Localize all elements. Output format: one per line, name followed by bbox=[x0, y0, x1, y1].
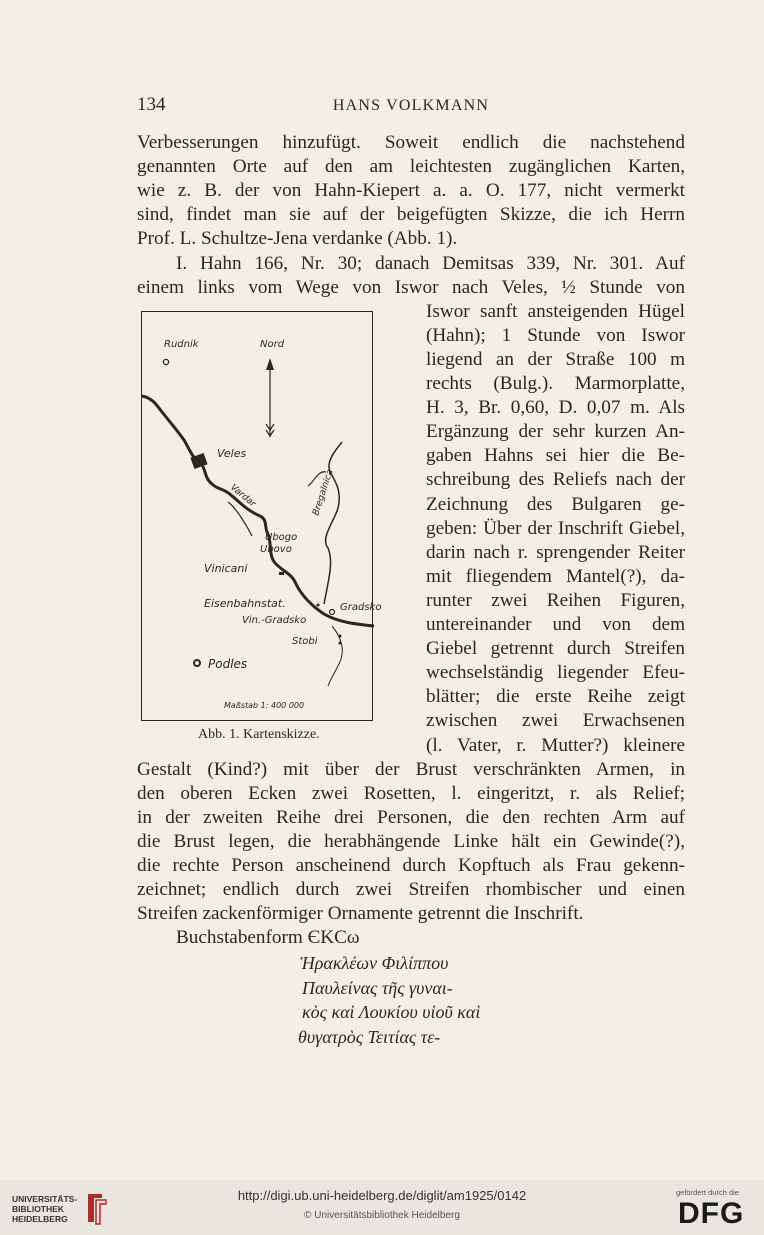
figure-caption: Abb. 1. Kartenskizze. bbox=[198, 727, 320, 742]
text-line: Giebel getrennt durch Streifen bbox=[426, 638, 685, 660]
text-line: runter zwei Reihen Figuren, bbox=[426, 589, 685, 611]
text-line: (Hahn); 1 Stunde von Iswor bbox=[426, 324, 685, 346]
running-title: HANS VOLKMANN bbox=[332, 97, 490, 114]
dfg-logo: DFG bbox=[678, 1197, 745, 1230]
station-marker bbox=[317, 604, 320, 607]
text-line: zeichnet; endlich durch zwei Streifen rhombischer und einen bbox=[137, 879, 685, 901]
text-line: Verbesserungen hinzufügt. Soweit endlich die nachstehend bbox=[137, 132, 685, 153]
gradsko-marker bbox=[330, 610, 335, 615]
footer-bar bbox=[0, 1180, 764, 1235]
text-line: darin nach r. sprengender Reiter bbox=[426, 541, 685, 563]
label-vin-gradsko: Vin.-Gradsko bbox=[242, 615, 307, 626]
greek-inscription-line: θυγατρὸς Τειτίας τε- bbox=[298, 1026, 441, 1047]
text-line: mit fliegendem Mantel(?), da- bbox=[426, 565, 685, 587]
text-line: untereinander und von dem bbox=[426, 614, 685, 635]
funded-by-label: gefördert durch die bbox=[676, 1188, 739, 1197]
text-line: rechts (Bulg.). Marmorplatte, bbox=[426, 373, 685, 394]
label-veles: Veles bbox=[217, 447, 247, 460]
permalink[interactable]: http://digi.ub.uni-heidelberg.de/diglit/am1925/0142 bbox=[237, 1188, 527, 1203]
text-line: Ergänzung der sehr kurzen An- bbox=[426, 421, 685, 443]
label-rudnik: Rudnik bbox=[164, 339, 199, 350]
text-line: in der zweiten Reihe drei Personen, die den rechten Arm auf bbox=[137, 806, 685, 828]
text-line: wechselständig liegender Efeu- bbox=[426, 662, 685, 684]
text-line: Streifen zackenförmiger Ornamente getrennt die Inschrift. bbox=[137, 903, 584, 925]
text-line: Prof. L. Schultze-Jena verdanke (Abb. 1). bbox=[137, 228, 458, 250]
text-line: die Brust legen, die herabhängende Linke hält ein Gewinde(?), bbox=[137, 830, 685, 852]
map-drawing bbox=[142, 312, 382, 722]
page-number: 134 bbox=[137, 94, 166, 115]
text-line: wie z. B. der von Hahn-Kiepert a. a. O. 177, nicht vermerkt bbox=[137, 180, 685, 202]
text-line: Gestalt (Kind?) mit über der Brust verschränkten Armen, in bbox=[137, 758, 685, 780]
library-line-3: HEIDELBERG bbox=[12, 1214, 68, 1224]
label-stobi: Stobi bbox=[292, 636, 318, 647]
podles-marker bbox=[194, 660, 200, 666]
greek-inscription-line: κὸς καὶ Λουκίου υἱοῦ καὶ bbox=[302, 1002, 481, 1023]
library-line-1: UNIVERSITÄTS- bbox=[12, 1194, 78, 1204]
page-header bbox=[137, 94, 685, 120]
label-nord: Nord bbox=[260, 339, 285, 350]
label-ubogo: Ubogo bbox=[265, 532, 298, 543]
text-line: die rechte Person anscheinend durch Kopftuch als Frau gekenn- bbox=[137, 855, 685, 876]
text-line: blätter; die erste Reihe zeigt bbox=[426, 686, 685, 708]
text-line: Iswor sanft ansteigenden Hügel bbox=[426, 300, 685, 322]
vinicani-marker bbox=[279, 572, 284, 575]
label-bregalnica: Bregalnica bbox=[311, 468, 336, 517]
vardar-river bbox=[142, 396, 374, 626]
text-line: sind, findet man sie auf der beigefügten Skizze, die ich Herrn bbox=[137, 204, 685, 226]
text-line: H. 3, Br. 0,60, D. 0,07 m. Als bbox=[426, 397, 685, 419]
text-line: geben: Über der Inschrift Giebel, bbox=[426, 517, 685, 539]
text-line: einem links vom Wege von Iswor nach Veles, ½ Stunde von bbox=[137, 276, 685, 298]
stobi-marker bbox=[339, 635, 342, 638]
label-vardar: Vardar bbox=[228, 482, 258, 510]
text-line: Zeichnung des Bulgaren ge- bbox=[426, 493, 685, 515]
library-line-2: BIBLIOTHEK bbox=[12, 1204, 64, 1214]
greek-inscription-line: Ἡρακλέων Φιλίππου bbox=[300, 953, 449, 974]
label-scale: Maßstab 1: 400 000 bbox=[224, 701, 305, 710]
bregalnica-river bbox=[324, 442, 342, 604]
text-line: genannten Orte auf den am leichtesten zugänglichen Karten, bbox=[137, 156, 685, 178]
letterforms-line: Buchstabenform ЄΚCω bbox=[176, 927, 360, 949]
label-podles: Podles bbox=[208, 657, 248, 671]
rudnik-marker bbox=[163, 359, 168, 364]
text-line: (l. Vater, r. Mutter?) kleinere bbox=[426, 734, 685, 756]
north-arrow-head bbox=[266, 358, 274, 370]
label-gradsko: Gradsko bbox=[340, 602, 382, 613]
text-line: zwischen zwei Erwachsenen bbox=[426, 710, 685, 732]
stobi-marker-2 bbox=[339, 642, 342, 645]
label-vinicani: Vinicani bbox=[204, 562, 248, 575]
text-line: I. Hahn 166, Nr. 30; danach Demitsas 339, Nr. 301. Auf bbox=[176, 252, 685, 274]
text-line: liegend an der Straße 100 m bbox=[426, 348, 685, 370]
text-line: den oberen Ecken zwei Rosetten, l. eingeritzt, r. als Relief; bbox=[137, 782, 685, 804]
label-ubovo: Ubovo bbox=[260, 544, 292, 555]
label-eisenbahnstat: Eisenbahnstat. bbox=[204, 597, 286, 610]
text-line: gaben Hahns sei hier die Be- bbox=[426, 445, 685, 467]
text-line: schreibung des Reliefs nach der bbox=[426, 469, 685, 491]
copyright-notice: © Universitätsbibliothek Heidelberg bbox=[304, 1210, 460, 1221]
greek-inscription-line: Παυλείνας τῆς γυναι- bbox=[302, 977, 453, 998]
sketch-map bbox=[141, 311, 382, 721]
